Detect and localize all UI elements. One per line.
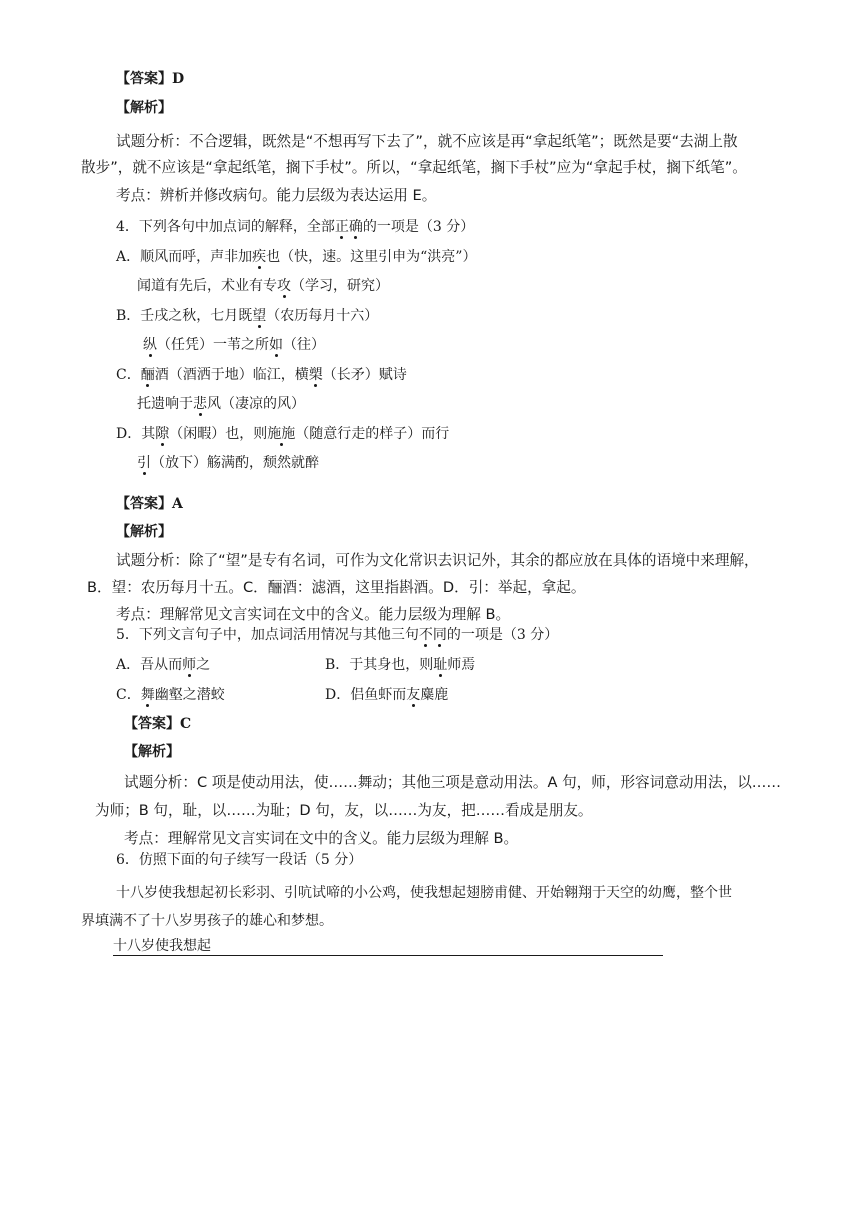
q4-option-a-line-1: A．顺风而呼，声非加疾也（快，速。这里引申为“洪亮”） bbox=[116, 249, 477, 265]
emphasis-char: 隙 bbox=[155, 426, 170, 442]
answer-blank-line[interactable] bbox=[113, 955, 663, 956]
q5-option-a: A．吾从而师之 bbox=[116, 657, 211, 673]
emphasis-char: 槊 bbox=[308, 367, 323, 383]
q6-text-line-1: 十八岁使我想起初长彩羽、引吭试啼的小公鸡，使我想起翅膀甫健、开始翱翔于天空的幼鹰，整个世 bbox=[116, 885, 732, 901]
q3-analysis-line-1: 试题分析：不合逻辑，既然是“不想再写下去了”，就不应该是再“拿起纸笔”；既然是要“去湖上散 bbox=[116, 133, 738, 150]
emphasis-char: 师 bbox=[182, 657, 197, 673]
q4-analysis-line-1: 试题分析：除了“望”是专有名词，可作为文化常识去识记外，其余的都应放在具体的语境中来理解， bbox=[116, 552, 759, 569]
q4-option-b-line-1: B．壬戌之秋，七月既望（农历每月十六） bbox=[116, 308, 379, 324]
q3-analysis-label: 【解析】 bbox=[116, 100, 172, 116]
q4-option-b-line-2: 纵（任凭）一苇之所如（往） bbox=[143, 337, 325, 353]
q4-stem: 4．下列各句中加点词的解释，全部正确的一项是（3 分） bbox=[116, 219, 475, 235]
q4-option-c-line-2: 托遗响于悲风（凄凉的风） bbox=[137, 396, 305, 412]
emphasis-char: 耻 bbox=[433, 657, 448, 673]
q4-answer: 【答案】A bbox=[116, 496, 183, 512]
q3-analysis-line-2: 散步”，就不应该是“拿起纸笔，搁下手杖”。所以，“拿起纸笔，搁下手杖”应为“拿起手杖，搁下纸笔”。 bbox=[81, 159, 747, 176]
emphasis-char: 疾 bbox=[252, 249, 267, 265]
q5-point: 考点：理解常见文言实词在文中的含义。能力层级为理解 B。 bbox=[124, 830, 519, 847]
q5-analysis-label: 【解析】 bbox=[124, 744, 180, 760]
emphasis-char: 酾 bbox=[140, 367, 155, 383]
q4-option-a-line-2: 闻道有先后，术业有专攻（学习，研究） bbox=[137, 278, 389, 294]
emphasis-char: 攻 bbox=[277, 278, 291, 294]
emphasis-char: 施施 bbox=[267, 426, 296, 442]
q5-analysis-line-2: 为师；B 句，耻，以……为耻；D 句，友，以……为友，把……看成是朋友。 bbox=[95, 802, 593, 819]
q4-point: 考点：理解常见文言实词在文中的含义。能力层级为理解 B。 bbox=[116, 606, 511, 623]
q3-answer: 【答案】D bbox=[116, 71, 185, 87]
q6-prompt: 十八岁使我想起 bbox=[113, 938, 211, 954]
q4-option-d-line-1: D．其隙（闲暇）也，则施施（随意行走的样子）而行 bbox=[116, 426, 450, 442]
q4-option-c-line-1: C．酾酒（酒洒于地）临江，横槊（长矛）赋诗 bbox=[116, 367, 407, 383]
emphasis-char: 如 bbox=[269, 337, 283, 353]
emphasis-char: 舞 bbox=[140, 687, 155, 703]
emphasis-char: 纵 bbox=[143, 337, 157, 353]
emphasis-char: 悲 bbox=[193, 396, 207, 412]
emphasis-char: 望 bbox=[252, 308, 267, 324]
q5-option-d: D．侣鱼虾而友麋鹿 bbox=[325, 687, 449, 703]
emphasis-char: 同 bbox=[432, 627, 447, 643]
q6-text-line-2: 界填满不了十八岁男孩子的雄心和梦想。 bbox=[81, 913, 333, 929]
emphasis-char: 友 bbox=[406, 687, 421, 703]
q5-option-c: C．舞幽壑之潜蛟 bbox=[116, 687, 225, 703]
q5-stem: 5．下列文言句子中，加点词活用情况与其他三句不同的一项是（3 分） bbox=[116, 627, 559, 643]
emphasis-char: 引 bbox=[137, 455, 151, 471]
q3-point: 考点：辨析并修改病句。能力层级为表达运用 E。 bbox=[116, 187, 437, 204]
q4-option-d-line-2: 引（放下）觞满酌，颓然就醉 bbox=[137, 455, 319, 471]
q5-answer: 【答案】C bbox=[124, 716, 192, 732]
emphasis-char: 确 bbox=[348, 219, 363, 235]
q5-option-b: B．于其身也，则耻师焉 bbox=[325, 657, 476, 673]
q6-stem: 6．仿照下面的句子续写一段话（5 分） bbox=[116, 852, 363, 868]
q5-analysis-line-1: 试题分析：C 项是使动用法，使……舞动；其他三项是意动用法。A 句，师，形容词意动用法，以…… bbox=[124, 774, 781, 791]
emphasis-char: 不 bbox=[418, 627, 433, 643]
q4-analysis-line-2: B．望：农历每月十五。C．酾酒：滤酒，这里指斟酒。D．引：举起，拿起。 bbox=[87, 579, 586, 596]
emphasis-char: 正 bbox=[334, 219, 349, 235]
q4-analysis-label: 【解析】 bbox=[116, 524, 172, 540]
